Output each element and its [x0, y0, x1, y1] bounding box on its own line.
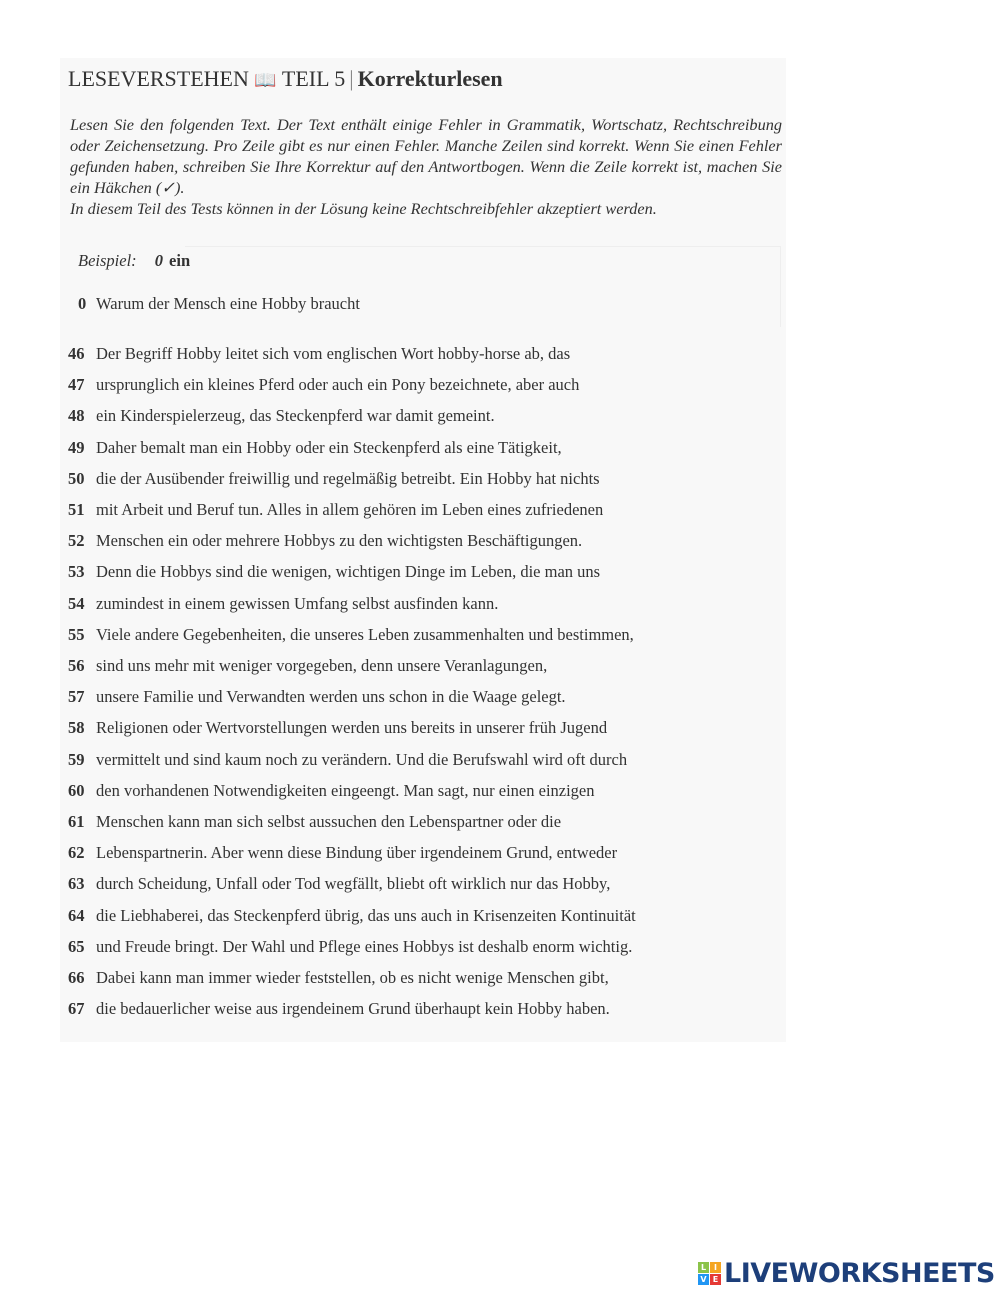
line-text: ursprunglich ein kleines Pferd oder auch ein Pony bezeichnete, aber auch — [96, 375, 580, 395]
instructions — [70, 114, 782, 219]
line-text: vermittelt und sind kaum noch zu verändern. Und die Berufswahl wird oft durch — [96, 749, 628, 769]
logo-tile: V — [698, 1274, 709, 1285]
book-icon: 📖 — [254, 70, 277, 90]
text-line — [68, 843, 617, 863]
line-text: sind uns mehr mit weniger vorgegeben, denn unsere Veranlagungen, — [96, 656, 548, 675]
text-line — [68, 999, 610, 1019]
text-line — [68, 500, 603, 520]
instruction-text: Lesen Sie den folgenden Text. Der Text enthält einige Fehler in Grammatik, Wortschatz, Rechtschreibung oder Zeichensetzung. Pro Zeile gibt es nur einen Fehler. Manche Zeilen sind korrekt. Wenn Sie einen Fehler gefunden haben, schreiben Sie Ihre Korrektur auf den Antwortbogen. Wenn die Zeile korrekt ist, machen Sie ein Häkchen (✓). — [70, 115, 782, 197]
line-text: die bedauerlicher weise aus irgendeinem Grund überhaupt kein Hobby haben. — [96, 999, 610, 1019]
page-title — [68, 66, 503, 92]
line-number: 51 — [68, 500, 85, 519]
line-number: 53 — [68, 562, 85, 582]
text-line — [68, 687, 566, 707]
text-line — [68, 874, 610, 894]
line-text: die der Ausübender freiwillig und regelmäßig betreibt. Ein Hobby hat nichts — [96, 468, 600, 488]
line-number: 60 — [68, 780, 85, 800]
line-text: Menschen ein oder mehrere Hobbys zu den wichtigsten Beschäftigungen. — [96, 531, 583, 551]
line-number: 62 — [68, 843, 85, 863]
line-text: Warum der Mensch eine Hobby braucht — [96, 294, 360, 313]
line-number: 47 — [68, 375, 85, 395]
line-number: 61 — [68, 812, 85, 831]
line-text: zumindest in einem gewissen Umfang selbst ausfinden kann. — [96, 593, 499, 613]
text-line — [68, 718, 607, 738]
example-box — [185, 246, 781, 327]
line-text: Religionen oder Wertvorstellungen werden uns bereits in unserer früh Jugend — [96, 718, 608, 738]
line-text: und Freude bringt. Der Wahl und Pflege eines Hobbys ist deshalb enorm wichtig. — [96, 936, 633, 956]
logo-tiles-icon — [698, 1262, 721, 1285]
line-number: 48 — [68, 406, 85, 426]
text-line — [68, 531, 582, 551]
line-number: 56 — [68, 656, 85, 675]
logo-tile: E — [710, 1274, 721, 1285]
instruction-note: In diesem Teil des Tests können in der Lösung keine Rechtschreibfehler akzeptiert werden. — [70, 199, 657, 218]
line-text: Dabei kann man immer wieder feststellen, ob es nicht wenige Menschen gibt, — [96, 968, 609, 987]
line-number: 67 — [68, 999, 85, 1019]
line-text: durch Scheidung, Unfall oder Tod wegfällt, bliebt oft wirklich nur das Hobby, — [96, 874, 611, 894]
line-text: Denn die Hobbys sind die wenigen, wichtigen Dinge im Leben, die man uns — [96, 562, 601, 582]
text-line — [68, 406, 495, 426]
line-number: 58 — [68, 718, 85, 738]
example-number: 0 — [154, 251, 164, 270]
logo-text: LIVEWORKSHEETS — [724, 1258, 995, 1289]
text-line — [68, 968, 609, 988]
line-number: 54 — [68, 593, 85, 613]
line-number: 66 — [68, 968, 85, 987]
line-text: mit Arbeit und Beruf tun. Alles in allem gehören im Leben eines zufriedenen — [96, 500, 604, 519]
line-text: Lebenspartnerin. Aber wenn diese Bindung über irgendeinem Grund, entweder — [96, 843, 618, 863]
text-line — [68, 781, 595, 801]
line-number: 49 — [68, 437, 85, 457]
line-text: Der Begriff Hobby leitet sich vom englischen Wort hobby-horse ab, das — [96, 344, 571, 363]
text-line — [68, 438, 562, 458]
text-line — [68, 937, 632, 957]
example-answer: ein — [169, 251, 191, 270]
logo-tile: I — [710, 1262, 721, 1273]
line-number: 59 — [68, 749, 85, 769]
liveworksheets-logo — [698, 1258, 995, 1289]
text-line — [68, 906, 636, 926]
line-number: 50 — [68, 468, 85, 488]
line-text: Viele andere Gegebenheiten, die unseres Leben zusammenhalten und bestimmen, — [96, 624, 634, 644]
line-number: 64 — [68, 905, 85, 925]
line-number: 52 — [68, 531, 85, 551]
line-text: ein Kinderspielerzeug, das Steckenpferd war damit gemeint. — [96, 406, 495, 426]
text-line — [68, 562, 600, 582]
line-text: Daher bemalt man ein Hobby oder ein Steckenpferd als eine Tätigkeit, — [96, 437, 562, 457]
example — [78, 251, 190, 271]
text-line — [68, 625, 634, 645]
title-separator: | — [349, 66, 354, 91]
line-text: Menschen kann man sich selbst aussuchen den Lebenspartner oder die — [96, 812, 562, 831]
text-line — [68, 469, 600, 489]
line-text: die Liebhaberei, das Steckenpferd übrig, das uns auch in Krisenzeiten Kontinuität — [96, 905, 636, 925]
line-number: 57 — [68, 687, 85, 707]
line-number: 63 — [68, 874, 85, 894]
text-line — [68, 750, 627, 770]
title-part: TEIL 5 — [281, 66, 346, 91]
title-prefix: LESEVERSTEHEN — [68, 66, 249, 91]
text-line — [68, 594, 498, 614]
text-line — [68, 656, 547, 676]
line-text: den vorhandenen Notwendigkeiten eingeengt. Man sagt, nur einen einzigen — [96, 780, 595, 800]
logo-tile: L — [698, 1262, 709, 1273]
text-title-line — [78, 294, 360, 314]
line-number: 55 — [68, 624, 85, 644]
text-line — [68, 375, 579, 395]
line-text: unsere Familie und Verwandten werden uns schon in die Waage gelegt. — [96, 687, 566, 707]
text-line — [68, 344, 570, 364]
example-label: Beispiel: — [78, 251, 137, 270]
line-number: 46 — [68, 344, 85, 363]
line-number: 65 — [68, 936, 85, 956]
title-bold: Korrekturlesen — [357, 66, 503, 91]
text-line — [68, 812, 561, 832]
line-number: 0 — [78, 294, 87, 313]
